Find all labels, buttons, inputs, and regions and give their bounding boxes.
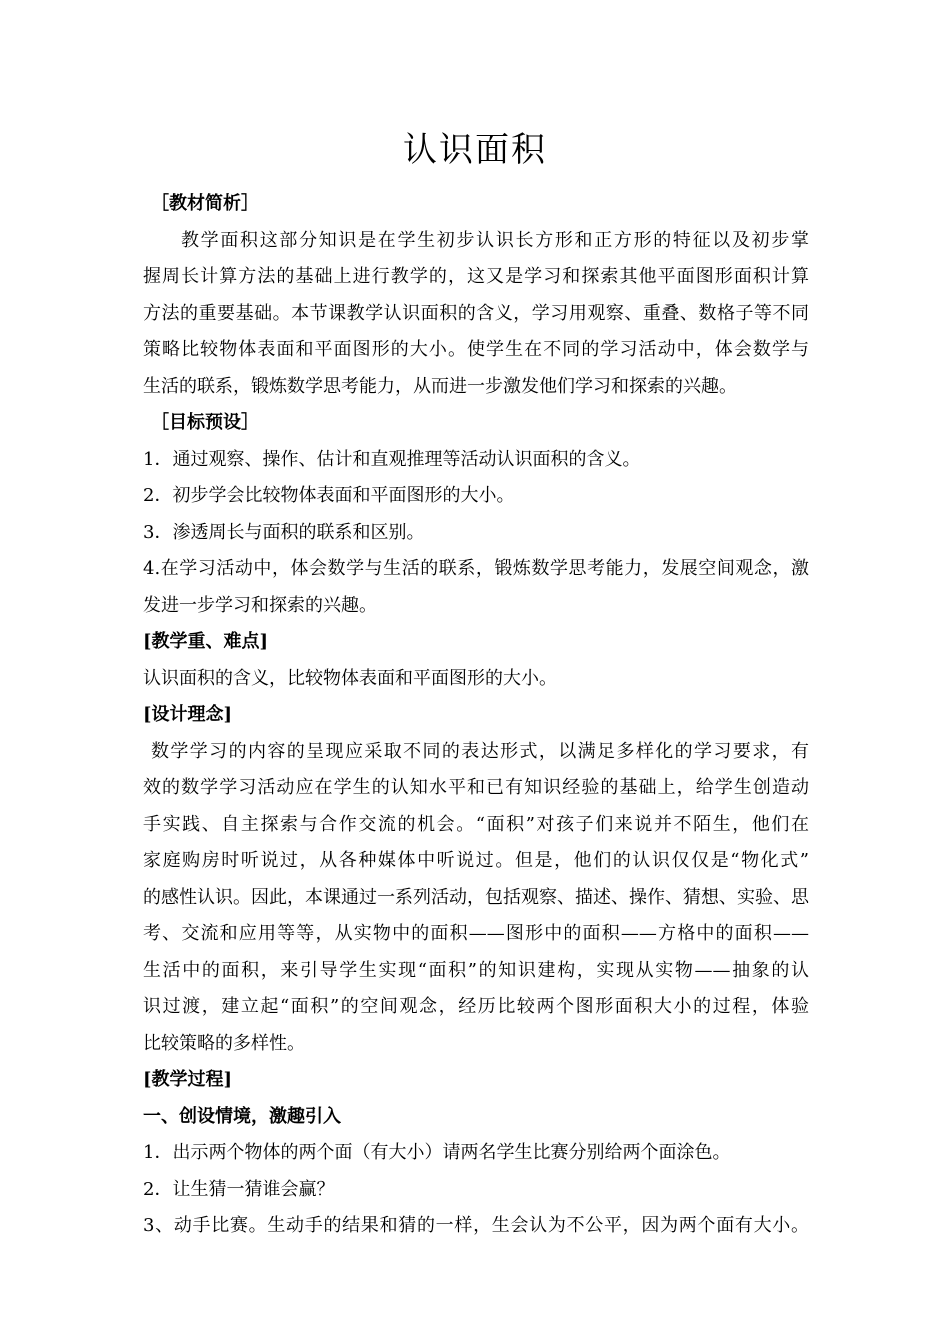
list-item: 3、动手比赛。生动手的结果和猜的一样，生会认为不公平，因为两个面有大小。 [143,1215,809,1236]
section-heading: [设计理念] [143,704,233,725]
paragraph-line: 教学面积这部分知识是在学生初步认识长方形和正方形的特征以及初步掌 [181,229,809,251]
paragraph-line: 的感性认识。因此，本课通过一系列活动，包括观察、描述、操作、猜想、实验、思 [143,886,809,908]
paragraph-line: 策略比较物体表面和平面图形的大小。使学生在不同的学习活动中，体会数学与 [143,339,809,360]
paragraph-line: 生活的联系，锻炼数学思考能力，从而进一步激发他们学习和探索的兴趣。 [143,375,737,397]
list-item: 1．通过观察、操作、估计和直观推理等活动认识面积的含义。 [143,448,641,470]
paragraph-line: 生活中的面积，来引导学生实现“面积”的知识建构，实现从实物——抽象的认 [143,959,809,981]
paragraph-line: 比较策略的多样性。 [143,1032,305,1054]
paragraph-line: 握周长计算方法的基础上进行教学的，这又是学习和探索其他平面图形面积计算 [143,266,809,287]
document-title: 认识面积 [403,130,547,170]
paragraph-line: 认识面积的含义，比较物体表面和平面图形的大小。 [143,667,557,689]
list-item: 4.在学习活动中，体会数学与生活的联系，锻炼数学思考能力，发展空间观念，激 [143,558,809,579]
section-heading: ［目标预设］ [151,412,259,433]
paragraph-line: 手实践、自主探索与合作交流的机会。“面积”对孩子们来说并不陌生，他们在 [143,813,809,835]
paragraph-line: 识过渡，建立起“面积”的空间观念，经历比较两个图形面积大小的过程，体验 [143,996,809,1017]
list-item: 3．渗透周长与面积的联系和区别。 [143,521,425,543]
section-heading: ［教材简析］ [151,193,259,214]
paragraph-line: 数学学习的内容的呈现应采取不同的表达形式，以满足多样化的学习要求，有 [151,740,809,762]
list-item: 1．出示两个物体的两个面（有大小）请两名学生比赛分别给两个面涂色。 [143,1142,731,1163]
paragraph-line: 考、交流和应用等等，从实物中的面积——图形中的面积——方格中的面积—— [143,923,809,944]
document-body [143,186,809,1245]
subsection-heading: 一、创设情境，激趣引入 [143,1105,341,1127]
paragraph-line: 效的数学学习活动应在学生的认知水平和已有知识经验的基础上，给学生创造动 [143,777,809,798]
section-heading: [教学重、难点] [143,631,269,652]
section-heading: [教学过程] [143,1069,233,1090]
paragraph-line: 发进一步学习和探索的兴趣。 [143,594,377,616]
paragraph-line: 方法的重要基础。本节课教学认识面积的含义，学习用观察、重叠、数格子等不同 [143,302,809,324]
list-item: 2．让生猜一猜谁会赢？ [143,1178,335,1200]
paragraph-line: 家庭购房时听说过，从各种媒体中听说过。但是，他们的认识仅仅是“物化式” [143,850,809,871]
list-item: 2．初步学会比较物体表面和平面图形的大小。 [143,485,515,506]
